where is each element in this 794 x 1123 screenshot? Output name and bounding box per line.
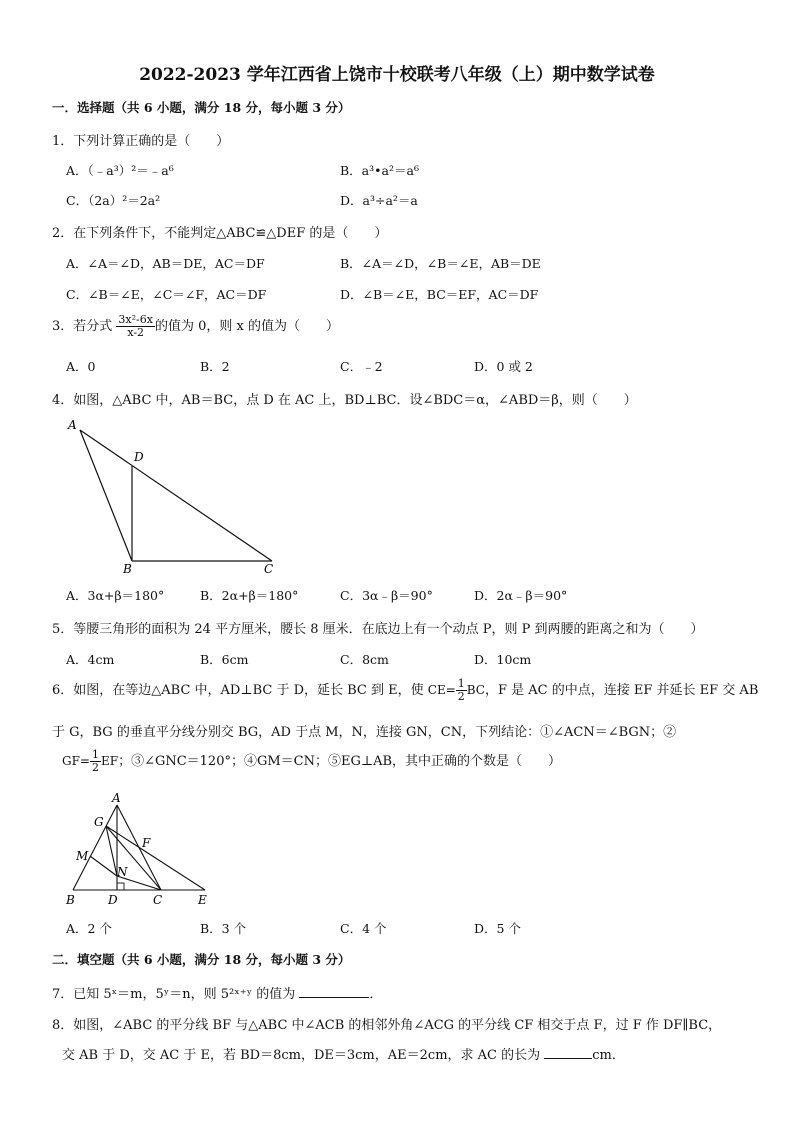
q6-line1-start: 6．如图，在等边△ABC 中，AD⊥BC 于 D，延长 BC 到 E，使 (52, 683, 424, 699)
q3-prefix: 3．若分式 (52, 319, 113, 335)
q6-fraction2-denominator: 2 (91, 761, 99, 775)
q6-fraction-half-2 (90, 749, 101, 774)
q3-option-a: A．0 (66, 359, 96, 374)
q6-fraction2-numerator: 1 (91, 748, 99, 761)
q6-label-b: B (66, 893, 75, 907)
q6-line3-text: ；③∠GNC＝120°；④GM＝CN；⑤EG⊥AB，其中正确的个数是（ ） (118, 754, 562, 770)
section-heading-choice: 一．选择题（共 6 小题，满分 18 分，每小题 3 分） (52, 100, 351, 115)
q4-option-d: D．2α﹣β＝90° (474, 588, 568, 603)
q7-end: ． (369, 987, 383, 1002)
q3-option-b: B．2 (200, 359, 230, 374)
q2-option-b: B．∠A＝∠D，∠B＝∠E，AB＝DE (340, 256, 541, 271)
question-5-stem: 5．等腰三角形的面积为 24 平方厘米，腰长 8 厘米．在底边上有一个动点 P，则 P 到两腰的距离之和为（ ） (52, 622, 704, 637)
q3-option-d: D．0 或 2 (474, 359, 533, 374)
q6-option-a: A．2 个 (66, 921, 112, 936)
q6-label-m: M (76, 849, 89, 863)
q2-option-c: C．∠B＝∠E，∠C＝∠F，AC＝DF (66, 287, 267, 302)
question-1-stem: 1．下列计算正确的是（ ） (52, 134, 230, 149)
q6-label-e: E (198, 893, 207, 907)
q6-label-g: G (94, 815, 104, 829)
q6-right-angle-mark (117, 883, 124, 890)
q3-suffix: 的值为 0，则 x 的值为（ ） (154, 319, 339, 335)
q8-end: cm． (592, 1048, 625, 1063)
q6-equilateral-figure (60, 790, 220, 910)
q6-label-f: F (142, 836, 151, 850)
q4-segment-ab (80, 430, 132, 561)
q1-option-b: B．a³•a²＝a⁶ (340, 163, 419, 178)
q6-segment-gc (106, 826, 161, 890)
question-7-stem (52, 983, 382, 1002)
q3-fraction-denominator: x-2 (127, 326, 145, 340)
q3-fraction-numerator: 3x²-6x (118, 313, 153, 326)
q2-option-a: A．∠A＝∠D，AB＝DE，AC＝DF (66, 256, 265, 271)
q6-label-d: D (108, 893, 118, 907)
question-2-stem: 2．在下列条件下，不能判定△ABC≌△DEF 的是（ ） (52, 226, 388, 241)
q3-fraction (116, 314, 155, 339)
q5-option-c: C．8cm (340, 652, 389, 667)
q6-option-c: C．4 个 (340, 921, 387, 936)
q4-label-b: B (123, 562, 132, 576)
q6-ef-label: EF (100, 754, 119, 769)
q2-option-d: D．∠B＝∠E，BC＝EF，AC＝DF (340, 287, 539, 302)
q7-answer-blank[interactable] (299, 997, 369, 998)
q4-triangle-figure (60, 415, 290, 580)
q3-option-c: C．﹣2 (340, 359, 383, 374)
question-8-line-2 (62, 1044, 625, 1063)
q1-option-d: D．a³÷a²＝a (340, 193, 418, 208)
q6-fraction-numerator: 1 (457, 677, 465, 690)
q5-option-a: A．4cm (66, 652, 115, 667)
q4-option-c: C．3α﹣β＝90° (340, 588, 433, 603)
page-title: 2022-2023 学年江西省上饶市十校联考八年级（上）期中数学试卷 (139, 65, 655, 85)
q5-option-b: B．6cm (200, 652, 249, 667)
q8-answer-blank[interactable] (544, 1058, 592, 1059)
q1-option-c: C．（2a）²＝2a² (66, 193, 161, 208)
q4-label-d: D (134, 450, 144, 464)
q6-line1-end: ，F 是 AC 的中点，连接 EF 并延长 EF 交 AB (485, 683, 759, 699)
q6-ce-label: CE= (427, 683, 456, 698)
q5-option-d: D．10cm (474, 652, 532, 667)
q6-gf-label: GF= (62, 754, 90, 769)
q1-option-a: A．（﹣a³）²＝﹣a⁶ (66, 163, 174, 178)
question-6-line-1 (52, 678, 758, 703)
q8-text: 交 AB 于 D，交 AC 于 E，若 BD＝8cm，DE＝3cm，AE＝2cm，求 AC 的长为 (62, 1048, 541, 1063)
q6-fraction-denominator: 2 (457, 690, 465, 704)
question-4-stem: 4．如图，△ABC 中，AB＝BC，点 D 在 AC 上，BD⊥BC．设∠BDC＝α，∠ABD＝β，则（ ） (52, 393, 637, 408)
section-heading-fill-blank: 二．填空题（共 6 小题，满分 18 分，每小题 3 分） (52, 952, 351, 967)
q4-option-a: A．3α+β＝180° (66, 588, 165, 603)
q6-bc-label: BC (466, 683, 485, 698)
q6-label-c: C (153, 893, 163, 907)
question-3-stem (52, 314, 339, 339)
question-6-line-3 (62, 749, 561, 774)
q4-segment-ac (80, 430, 272, 561)
question-8-line-1: 8．如图，∠ABC 的平分线 BF 与△ABC 中∠ACB 的相邻外角∠ACG 的平分线 CF 相交于点 F，过 F 作 DF∥BC， (52, 1018, 722, 1033)
q4-label-a: A (68, 418, 77, 432)
q6-fraction-half (456, 678, 467, 703)
q6-option-d: D．5 个 (474, 921, 521, 936)
q7-text: 7．已知 5ˣ＝m，5ʸ＝n，则 5²ˣ⁺ʸ 的值为 (52, 987, 296, 1002)
q6-option-b: B．3 个 (200, 921, 247, 936)
q4-option-b: B．2α+β＝180° (200, 588, 299, 603)
q4-label-c: C (264, 562, 274, 576)
q6-label-n: N (117, 865, 128, 879)
q6-label-a: A (112, 791, 121, 805)
question-6-line-2: 于 G，BG 的垂直平分线分别交 BG，AD 于点 M，N，连接 GN，CN，下列结论：①∠ACN＝∠BGN；② (52, 725, 677, 740)
